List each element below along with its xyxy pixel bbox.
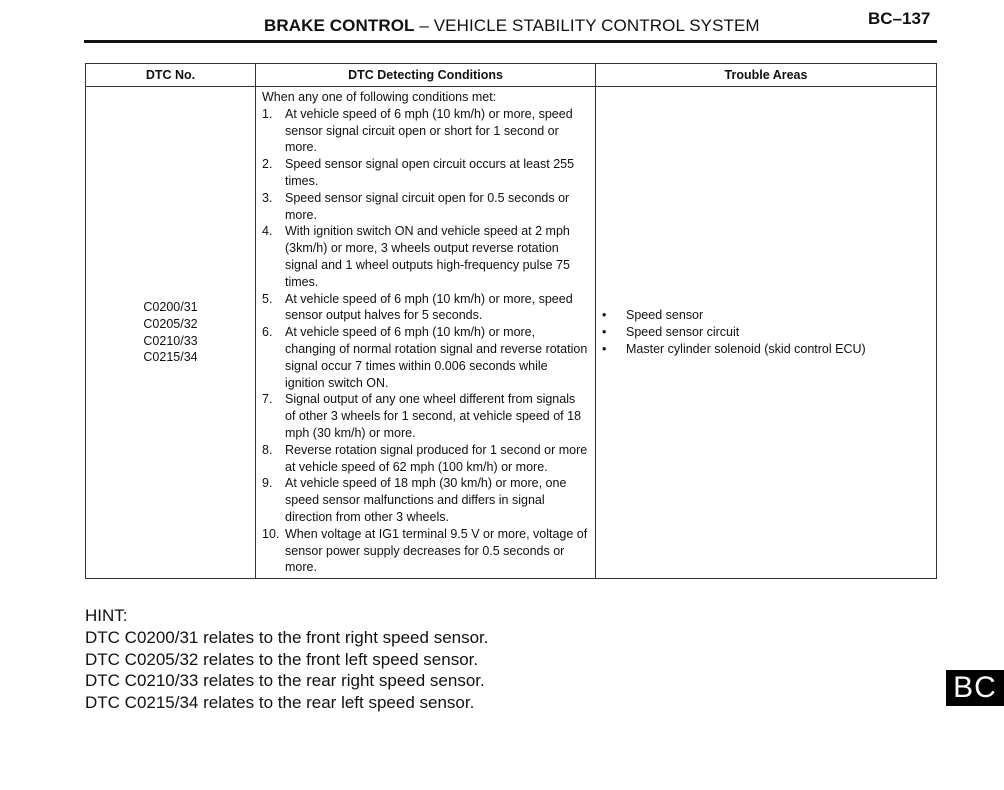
condition-item: [262, 190, 589, 224]
condition-item: [262, 442, 589, 476]
condition-text: With ignition switch ON and vehicle speed at 2 mph (3km/h) or more, 3 wheels output reverse rotation signal and 1 wheel outputs high-frequency pulse 75 times.: [285, 224, 570, 289]
condition-number: 10.: [262, 526, 280, 541]
condition-number: 3.: [262, 190, 273, 205]
hint-block: [85, 605, 489, 714]
trouble-areas-cell: [596, 87, 937, 579]
condition-item: [262, 324, 589, 391]
table-header-row: [86, 64, 937, 87]
hint-line: DTC C0200/31 relates to the front right speed sensor.: [85, 627, 489, 647]
trouble-area-item: [602, 307, 936, 324]
bullet-icon: •: [602, 325, 607, 340]
condition-text: Signal output of any one wheel different from signals of other 3 wheels for 1 second, at vehicle speed of 18 mph (30 km/h) or more.: [285, 392, 582, 440]
detecting-conditions-cell: [256, 87, 596, 579]
condition-number: 9.: [262, 476, 273, 491]
condition-text: At vehicle speed of 6 mph (10 km/h) or more, speed sensor signal circuit open or short for 1 second or more.: [285, 106, 573, 155]
bullet-icon: •: [602, 341, 607, 356]
hint-line: DTC C0210/33 relates to the rear right speed sensor.: [85, 671, 485, 691]
dtc-code: C0200/31: [143, 299, 198, 314]
dtc-table: [85, 63, 937, 579]
condition-text: Speed sensor signal open circuit occurs at least 255 times.: [285, 157, 575, 188]
condition-item: [262, 156, 589, 190]
trouble-area-text: Master cylinder solenoid (skid control ECU): [626, 341, 866, 356]
dtc-codes-cell: [86, 87, 256, 579]
trouble-area-text: Speed sensor circuit: [626, 325, 740, 340]
condition-item: [262, 391, 589, 441]
condition-number: 7.: [262, 392, 273, 407]
page-header-title: [264, 16, 760, 36]
column-header-conditions: DTC Detecting Conditions: [256, 64, 596, 87]
trouble-area-item: [602, 341, 936, 358]
dtc-code: C0215/34: [143, 350, 198, 365]
condition-number: 4.: [262, 224, 273, 239]
bullet-icon: •: [602, 308, 607, 323]
header-section-name: BRAKE CONTROL: [264, 16, 415, 35]
dtc-code: C0205/32: [143, 316, 198, 331]
condition-number: 8.: [262, 442, 273, 457]
page-number: BC–137: [868, 9, 931, 28]
condition-number: 1.: [262, 106, 273, 121]
header-system-name: VEHICLE STABILITY CONTROL SYSTEM: [433, 16, 760, 35]
condition-item: [262, 526, 589, 576]
header-divider: [84, 40, 937, 43]
condition-text: At vehicle speed of 6 mph (10 km/h) or more, speed sensor output halves for 5 seconds.: [285, 291, 573, 323]
trouble-area-text: Speed sensor: [626, 308, 704, 323]
condition-text: At vehicle speed of 6 mph (10 km/h) or more, changing of normal rotation signal and reverse rotation signal occur 7 times within 0.006 seconds while ignition switch ON.: [285, 325, 588, 390]
dtc-code: C0210/33: [143, 333, 198, 348]
section-tab: BC: [946, 670, 1004, 706]
header-separator: –: [419, 16, 429, 35]
condition-number: 2.: [262, 157, 273, 172]
hint-label: HINT:: [85, 606, 128, 625]
condition-text: At vehicle speed of 18 mph (30 km/h) or more, one speed sensor malfunctions and differs in signal direction from other 3 wheels.: [285, 476, 567, 524]
column-header-dtc-no: DTC No.: [86, 64, 256, 87]
condition-number: 5.: [262, 291, 273, 306]
column-header-trouble-areas: Trouble Areas: [596, 64, 937, 87]
condition-text: When voltage at IG1 terminal 9.5 V or more, voltage of sensor power supply decreases for 0.5 seconds or more.: [285, 526, 588, 575]
hint-line: DTC C0205/32 relates to the front left speed sensor.: [85, 649, 479, 669]
condition-item: [262, 106, 589, 156]
condition-text: Speed sensor signal circuit open for 0.5 seconds or more.: [285, 190, 570, 222]
trouble-area-item: [602, 324, 936, 341]
condition-item: [262, 223, 589, 290]
condition-number: 6.: [262, 325, 273, 340]
conditions-intro: When any one of following conditions met:: [262, 90, 497, 104]
table-row: [86, 87, 937, 579]
condition-item: [262, 291, 589, 325]
hint-line: DTC C0215/34 relates to the rear left speed sensor.: [85, 693, 475, 713]
condition-item: [262, 475, 589, 525]
condition-text: Reverse rotation signal produced for 1 second or more at vehicle speed of 62 mph (100 km/h) or more.: [285, 442, 588, 474]
